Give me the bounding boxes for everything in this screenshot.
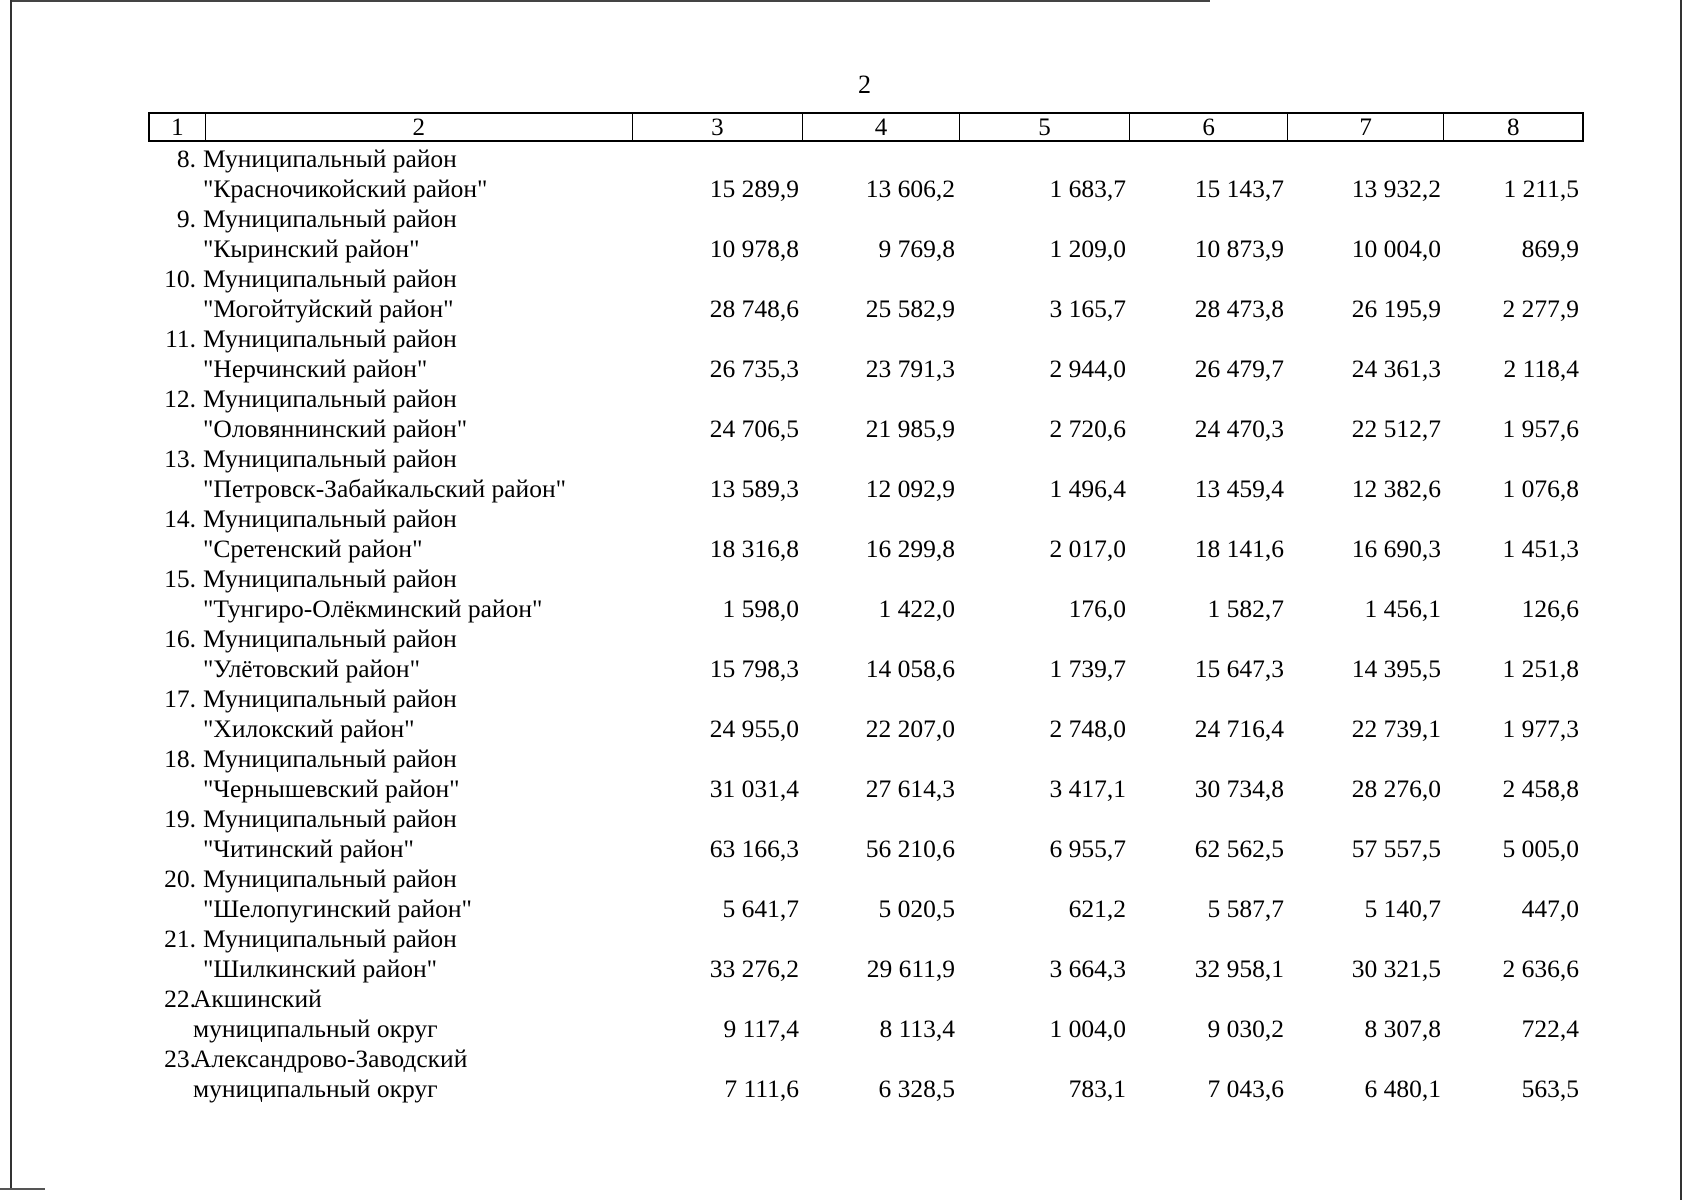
row-name-line1: Муниципальный район xyxy=(203,924,457,953)
row-name-line1: Муниципальный район xyxy=(203,624,457,653)
table-row xyxy=(0,204,1696,264)
page-number: 2 xyxy=(858,70,871,99)
cell-col-5: 783,1 xyxy=(1068,1074,1126,1103)
table-row xyxy=(0,804,1696,864)
row-name-line1: Муниципальный район xyxy=(203,264,457,293)
cell-col-6: 13 459,4 xyxy=(1194,474,1284,503)
row-number: 8. xyxy=(176,144,196,173)
cell-col-7: 1 456,1 xyxy=(1364,594,1441,623)
table-row xyxy=(0,144,1696,204)
cell-col-5: 2 748,0 xyxy=(1049,714,1126,743)
cell-col-4: 56 210,6 xyxy=(865,834,955,863)
cell-col-6: 26 479,7 xyxy=(1194,354,1284,383)
row-number: 17. xyxy=(164,684,196,713)
table-row xyxy=(0,864,1696,924)
cell-col-6: 15 143,7 xyxy=(1194,174,1284,203)
cell-col-5: 3 165,7 xyxy=(1049,294,1126,323)
cell-col-8: 447,0 xyxy=(1521,894,1579,923)
row-number: 22. xyxy=(164,984,196,1013)
cell-col-8: 5 005,0 xyxy=(1502,834,1579,863)
cell-col-5: 1 004,0 xyxy=(1049,1014,1126,1043)
cell-col-8: 2 277,9 xyxy=(1502,294,1579,323)
table-row xyxy=(0,924,1696,984)
cell-col-7: 5 140,7 xyxy=(1364,894,1441,923)
row-name-line1: Муниципальный район xyxy=(203,444,457,473)
cell-col-6: 18 141,6 xyxy=(1194,534,1284,563)
row-number: 9. xyxy=(176,204,196,233)
cell-col-8: 1 957,6 xyxy=(1502,414,1579,443)
table-row xyxy=(0,324,1696,384)
row-name-line2: "Могойтуйский район" xyxy=(203,294,454,323)
header-col-6: 6 xyxy=(1130,114,1288,140)
row-name-line1: Муниципальный район xyxy=(203,384,457,413)
row-name-line2: "Шелопугинский район" xyxy=(203,894,472,923)
cell-col-8: 1 977,3 xyxy=(1502,714,1579,743)
table-row xyxy=(0,384,1696,444)
cell-col-4: 21 985,9 xyxy=(865,414,955,443)
row-name-line2: "Тунгиро-Олёкминский район" xyxy=(203,594,543,623)
table-body xyxy=(0,144,1696,1104)
row-name-line2: "Петровск-Забайкальский район" xyxy=(203,474,567,503)
cell-col-5: 2 720,6 xyxy=(1049,414,1126,443)
table-row xyxy=(0,504,1696,564)
cell-col-8: 2 636,6 xyxy=(1502,954,1579,983)
cell-col-3: 15 289,9 xyxy=(709,174,799,203)
cell-col-4: 8 113,4 xyxy=(879,1014,955,1043)
cell-col-5: 1 496,4 xyxy=(1049,474,1126,503)
table-row xyxy=(0,444,1696,504)
row-name-line1: Муниципальный район xyxy=(203,144,457,173)
row-name-line2: "Хилокский район" xyxy=(203,714,415,743)
row-number: 19. xyxy=(164,804,196,833)
cell-col-3: 1 598,0 xyxy=(722,594,799,623)
cell-col-8: 1 211,5 xyxy=(1503,174,1579,203)
cell-col-6: 62 562,5 xyxy=(1194,834,1284,863)
cell-col-6: 1 582,7 xyxy=(1207,594,1284,623)
row-name-line2: "Сретенский район" xyxy=(203,534,423,563)
table-row xyxy=(0,1044,1696,1104)
cell-col-6: 15 647,3 xyxy=(1194,654,1284,683)
header-col-4: 4 xyxy=(803,114,960,140)
row-name-line2: "Улётовский район" xyxy=(203,654,420,683)
row-name-line2: "Шилкинский район" xyxy=(203,954,438,983)
cell-col-7: 28 276,0 xyxy=(1351,774,1441,803)
cell-col-3: 13 589,3 xyxy=(709,474,799,503)
table-row xyxy=(0,264,1696,324)
cell-col-4: 13 606,2 xyxy=(865,174,955,203)
cell-col-3: 31 031,4 xyxy=(709,774,799,803)
cell-col-5: 176,0 xyxy=(1068,594,1126,623)
header-col-3: 3 xyxy=(633,114,804,140)
cell-col-3: 18 316,8 xyxy=(709,534,799,563)
row-name-line1: Муниципальный район xyxy=(203,864,457,893)
cell-col-4: 12 092,9 xyxy=(865,474,955,503)
row-name-line1: Александрово-Заводский xyxy=(193,1044,468,1073)
row-name-line1: Муниципальный район xyxy=(203,324,457,353)
cell-col-8: 126,6 xyxy=(1521,594,1579,623)
row-name-line2: "Кыринский район" xyxy=(203,234,420,263)
cell-col-8: 2 458,8 xyxy=(1502,774,1579,803)
table-row xyxy=(0,984,1696,1044)
cell-col-7: 8 307,8 xyxy=(1364,1014,1441,1043)
row-number: 15. xyxy=(164,564,196,593)
cell-col-7: 24 361,3 xyxy=(1351,354,1441,383)
cell-col-6: 32 958,1 xyxy=(1194,954,1284,983)
row-name-line1: Муниципальный район xyxy=(203,804,457,833)
row-name-line2: муниципальный округ xyxy=(193,1074,438,1103)
cell-col-4: 16 299,8 xyxy=(865,534,955,563)
cell-col-7: 22 739,1 xyxy=(1351,714,1441,743)
row-number: 20. xyxy=(164,864,196,893)
cell-col-8: 869,9 xyxy=(1521,234,1579,263)
cell-col-6: 9 030,2 xyxy=(1207,1014,1284,1043)
cell-col-5: 1 683,7 xyxy=(1049,174,1126,203)
cell-col-6: 24 470,3 xyxy=(1194,414,1284,443)
cell-col-7: 30 321,5 xyxy=(1351,954,1441,983)
cell-col-4: 6 328,5 xyxy=(878,1074,955,1103)
cell-col-5: 1 739,7 xyxy=(1049,654,1126,683)
row-number: 16. xyxy=(164,624,196,653)
cell-col-4: 1 422,0 xyxy=(878,594,955,623)
cell-col-7: 6 480,1 xyxy=(1364,1074,1441,1103)
row-number: 18. xyxy=(164,744,196,773)
row-name-line2: "Читинский район" xyxy=(203,834,414,863)
cell-col-4: 14 058,6 xyxy=(865,654,955,683)
cell-col-8: 1 076,8 xyxy=(1502,474,1579,503)
cell-col-4: 23 791,3 xyxy=(865,354,955,383)
table-row xyxy=(0,564,1696,624)
cell-col-3: 7 111,6 xyxy=(724,1074,799,1103)
header-col-1: 1 xyxy=(150,114,206,140)
cell-col-7: 10 004,0 xyxy=(1351,234,1441,263)
row-name-line2: "Чернышевский район" xyxy=(203,774,460,803)
table-header xyxy=(148,112,1584,142)
cell-col-8: 722,4 xyxy=(1521,1014,1579,1043)
cell-col-4: 29 611,9 xyxy=(866,954,955,983)
row-number: 13. xyxy=(164,444,196,473)
cell-col-4: 22 207,0 xyxy=(865,714,955,743)
row-number: 21. xyxy=(164,924,196,953)
cell-col-7: 26 195,9 xyxy=(1351,294,1441,323)
cell-col-7: 57 557,5 xyxy=(1351,834,1441,863)
row-name-line2: "Оловяннинский район" xyxy=(203,414,468,443)
cell-col-4: 27 614,3 xyxy=(865,774,955,803)
row-number: 11. xyxy=(165,324,196,353)
row-name-line1: Муниципальный район xyxy=(203,504,457,533)
table-row xyxy=(0,624,1696,684)
cell-col-5: 3 664,3 xyxy=(1049,954,1126,983)
page-border-top xyxy=(10,0,1210,2)
cell-col-3: 26 735,3 xyxy=(709,354,799,383)
table-row xyxy=(0,744,1696,804)
row-number: 10. xyxy=(164,264,196,293)
row-name-line1: Муниципальный район xyxy=(203,204,457,233)
row-name-line1: Муниципальный район xyxy=(203,684,457,713)
cell-col-5: 1 209,0 xyxy=(1049,234,1126,263)
cell-col-6: 28 473,8 xyxy=(1194,294,1284,323)
row-name-line2: "Красночикойский район" xyxy=(203,174,488,203)
cell-col-5: 6 955,7 xyxy=(1049,834,1126,863)
cell-col-5: 2 944,0 xyxy=(1049,354,1126,383)
cell-col-3: 15 798,3 xyxy=(709,654,799,683)
row-name-line1: Акшинский xyxy=(193,984,322,1013)
cell-col-5: 2 017,0 xyxy=(1049,534,1126,563)
row-number: 12. xyxy=(164,384,196,413)
header-col-7: 7 xyxy=(1288,114,1445,140)
table-row xyxy=(0,684,1696,744)
cell-col-6: 7 043,6 xyxy=(1207,1074,1284,1103)
cell-col-4: 5 020,5 xyxy=(878,894,955,923)
cell-col-8: 563,5 xyxy=(1521,1074,1579,1103)
row-number: 23. xyxy=(164,1044,196,1073)
cell-col-7: 12 382,6 xyxy=(1351,474,1441,503)
row-name-line2: муниципальный округ xyxy=(193,1014,438,1043)
cell-col-3: 24 955,0 xyxy=(709,714,799,743)
cell-col-8: 1 251,8 xyxy=(1502,654,1579,683)
cell-col-4: 25 582,9 xyxy=(865,294,955,323)
cell-col-3: 5 641,7 xyxy=(722,894,799,923)
cell-col-8: 1 451,3 xyxy=(1502,534,1579,563)
cell-col-7: 16 690,3 xyxy=(1351,534,1441,563)
header-col-2: 2 xyxy=(206,114,633,140)
cell-col-7: 13 932,2 xyxy=(1351,174,1441,203)
header-col-8: 8 xyxy=(1506,114,1520,141)
cell-col-5: 621,2 xyxy=(1068,894,1126,923)
cell-col-3: 28 748,6 xyxy=(709,294,799,323)
row-name-line1: Муниципальный район xyxy=(203,564,457,593)
row-name-line2: "Нерчинский район" xyxy=(203,354,428,383)
cell-col-3: 24 706,5 xyxy=(709,414,799,443)
header-col-5: 5 xyxy=(960,114,1131,140)
cell-col-8: 2 118,4 xyxy=(1503,354,1579,383)
cell-col-6: 24 716,4 xyxy=(1194,714,1284,743)
row-name-line1: Муниципальный район xyxy=(203,744,457,773)
cell-col-7: 14 395,5 xyxy=(1351,654,1441,683)
cell-col-3: 33 276,2 xyxy=(709,954,799,983)
cell-col-4: 9 769,8 xyxy=(878,234,955,263)
cell-col-7: 22 512,7 xyxy=(1351,414,1441,443)
cell-col-6: 30 734,8 xyxy=(1194,774,1284,803)
cell-col-5: 3 417,1 xyxy=(1049,774,1126,803)
cell-col-6: 10 873,9 xyxy=(1194,234,1284,263)
cell-col-3: 63 166,3 xyxy=(709,834,799,863)
row-number: 14. xyxy=(164,504,196,533)
cell-col-3: 9 117,4 xyxy=(723,1014,799,1043)
page-border-bottom xyxy=(0,1188,45,1190)
cell-col-3: 10 978,8 xyxy=(709,234,799,263)
cell-col-6: 5 587,7 xyxy=(1207,894,1284,923)
